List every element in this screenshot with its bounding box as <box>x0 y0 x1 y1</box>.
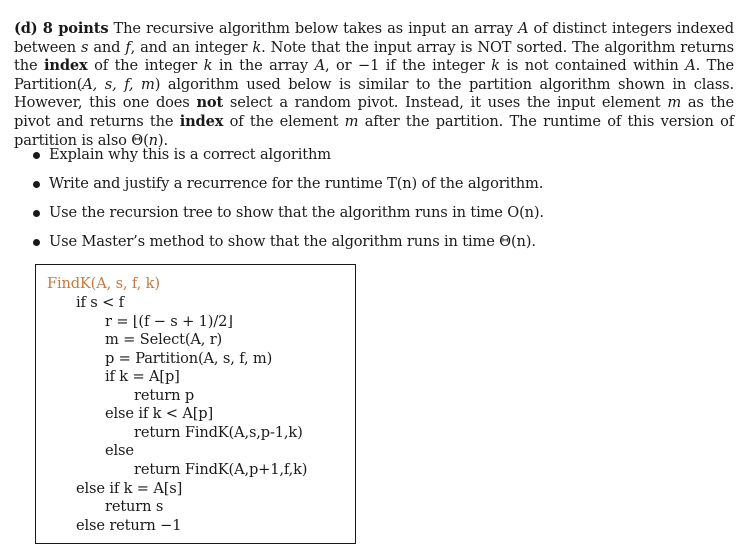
code-line: m = Select(A, r) <box>105 331 223 348</box>
task-text: Explain why this is a correct algorithm <box>49 146 331 163</box>
task-item <box>32 202 544 231</box>
math-var: m <box>667 94 682 112</box>
math-var: k <box>491 57 500 75</box>
task-list <box>32 144 544 260</box>
text-run: , or −1 if the integer <box>324 57 492 75</box>
code-line: return p <box>134 387 195 404</box>
text-run: in the array <box>212 57 315 75</box>
text-run: after the partition. The runtime of this version of partition is also Θ( <box>14 112 734 149</box>
code-line: if k = A[p] <box>105 368 180 385</box>
code-line: p = Partition(A, s, f, m) <box>105 350 273 367</box>
math-var: A <box>517 20 529 37</box>
math-var: m <box>344 112 359 130</box>
text-run: is not contained within <box>499 57 686 75</box>
math-var: f <box>125 38 131 56</box>
emphasis-index: index <box>179 112 224 130</box>
task-item <box>32 231 544 260</box>
math-args: A, s, f, m <box>82 75 155 93</box>
task-text: Use the recursion tree to show that the algorithm runs in time O(n). <box>49 204 544 221</box>
code-line: else <box>105 442 134 459</box>
task-item <box>32 144 544 173</box>
pseudocode-title: FindK(A, s, f, k) <box>47 275 160 292</box>
task-item <box>32 173 544 202</box>
math-var: s <box>80 38 89 56</box>
code-line: else return −1 <box>76 517 182 534</box>
problem-statement <box>14 20 734 150</box>
code-line: r = ⌊(f − s + 1)/2⌋ <box>105 313 233 330</box>
text-run: ) algorithm used below is similar to the partition algorithm shown in class. However, this one does <box>14 75 734 112</box>
code-line: if s < f <box>76 294 124 311</box>
text-run: The recursive algorithm below takes as input an array <box>108 20 518 37</box>
pseudocode-box <box>35 264 356 544</box>
code-line: return s <box>105 498 164 515</box>
math-var: k <box>252 38 262 56</box>
text-run: . The Partition( <box>14 57 734 93</box>
text-run: . Note that the input array is NOT sorted. The algorithm returns the <box>14 38 734 75</box>
code-line: else if k < A[p] <box>105 405 213 422</box>
math-var: n <box>148 131 158 149</box>
problem-points: 8 points <box>42 20 109 37</box>
text-run: of the integer <box>87 57 204 75</box>
code-line: return FindK(A,p+1,f,k) <box>134 461 308 478</box>
text-run: of distinct integers indexed between <box>14 20 734 56</box>
math-var: k <box>203 57 213 75</box>
math-var: A <box>314 57 325 75</box>
text-run: of the element <box>223 112 345 130</box>
emphasis-index: index <box>44 57 88 75</box>
text-run: as the pivot and returns the <box>14 94 734 130</box>
task-text: Write and justify a recurrence for the runtime T(n) of the algorithm. <box>49 175 544 192</box>
task-text: Use Master’s method to show that the algorithm runs in time Θ(n). <box>49 233 536 250</box>
text-run: ). <box>157 131 168 149</box>
bullet-icon <box>33 239 40 246</box>
text-run: and <box>88 38 126 56</box>
problem-label: (d) <box>14 20 38 37</box>
text-run: select a random pivot. Instead, it uses the input element <box>223 94 668 112</box>
bullet-icon <box>33 181 40 188</box>
bullet-icon <box>33 152 40 159</box>
code-line: return FindK(A,s,p-1,k) <box>134 424 303 441</box>
math-var: A <box>685 57 696 75</box>
code-line: else if k = A[s] <box>76 480 183 497</box>
text-run: , and an integer <box>130 38 253 56</box>
emphasis-not: not <box>196 94 224 112</box>
bullet-icon <box>33 210 40 217</box>
